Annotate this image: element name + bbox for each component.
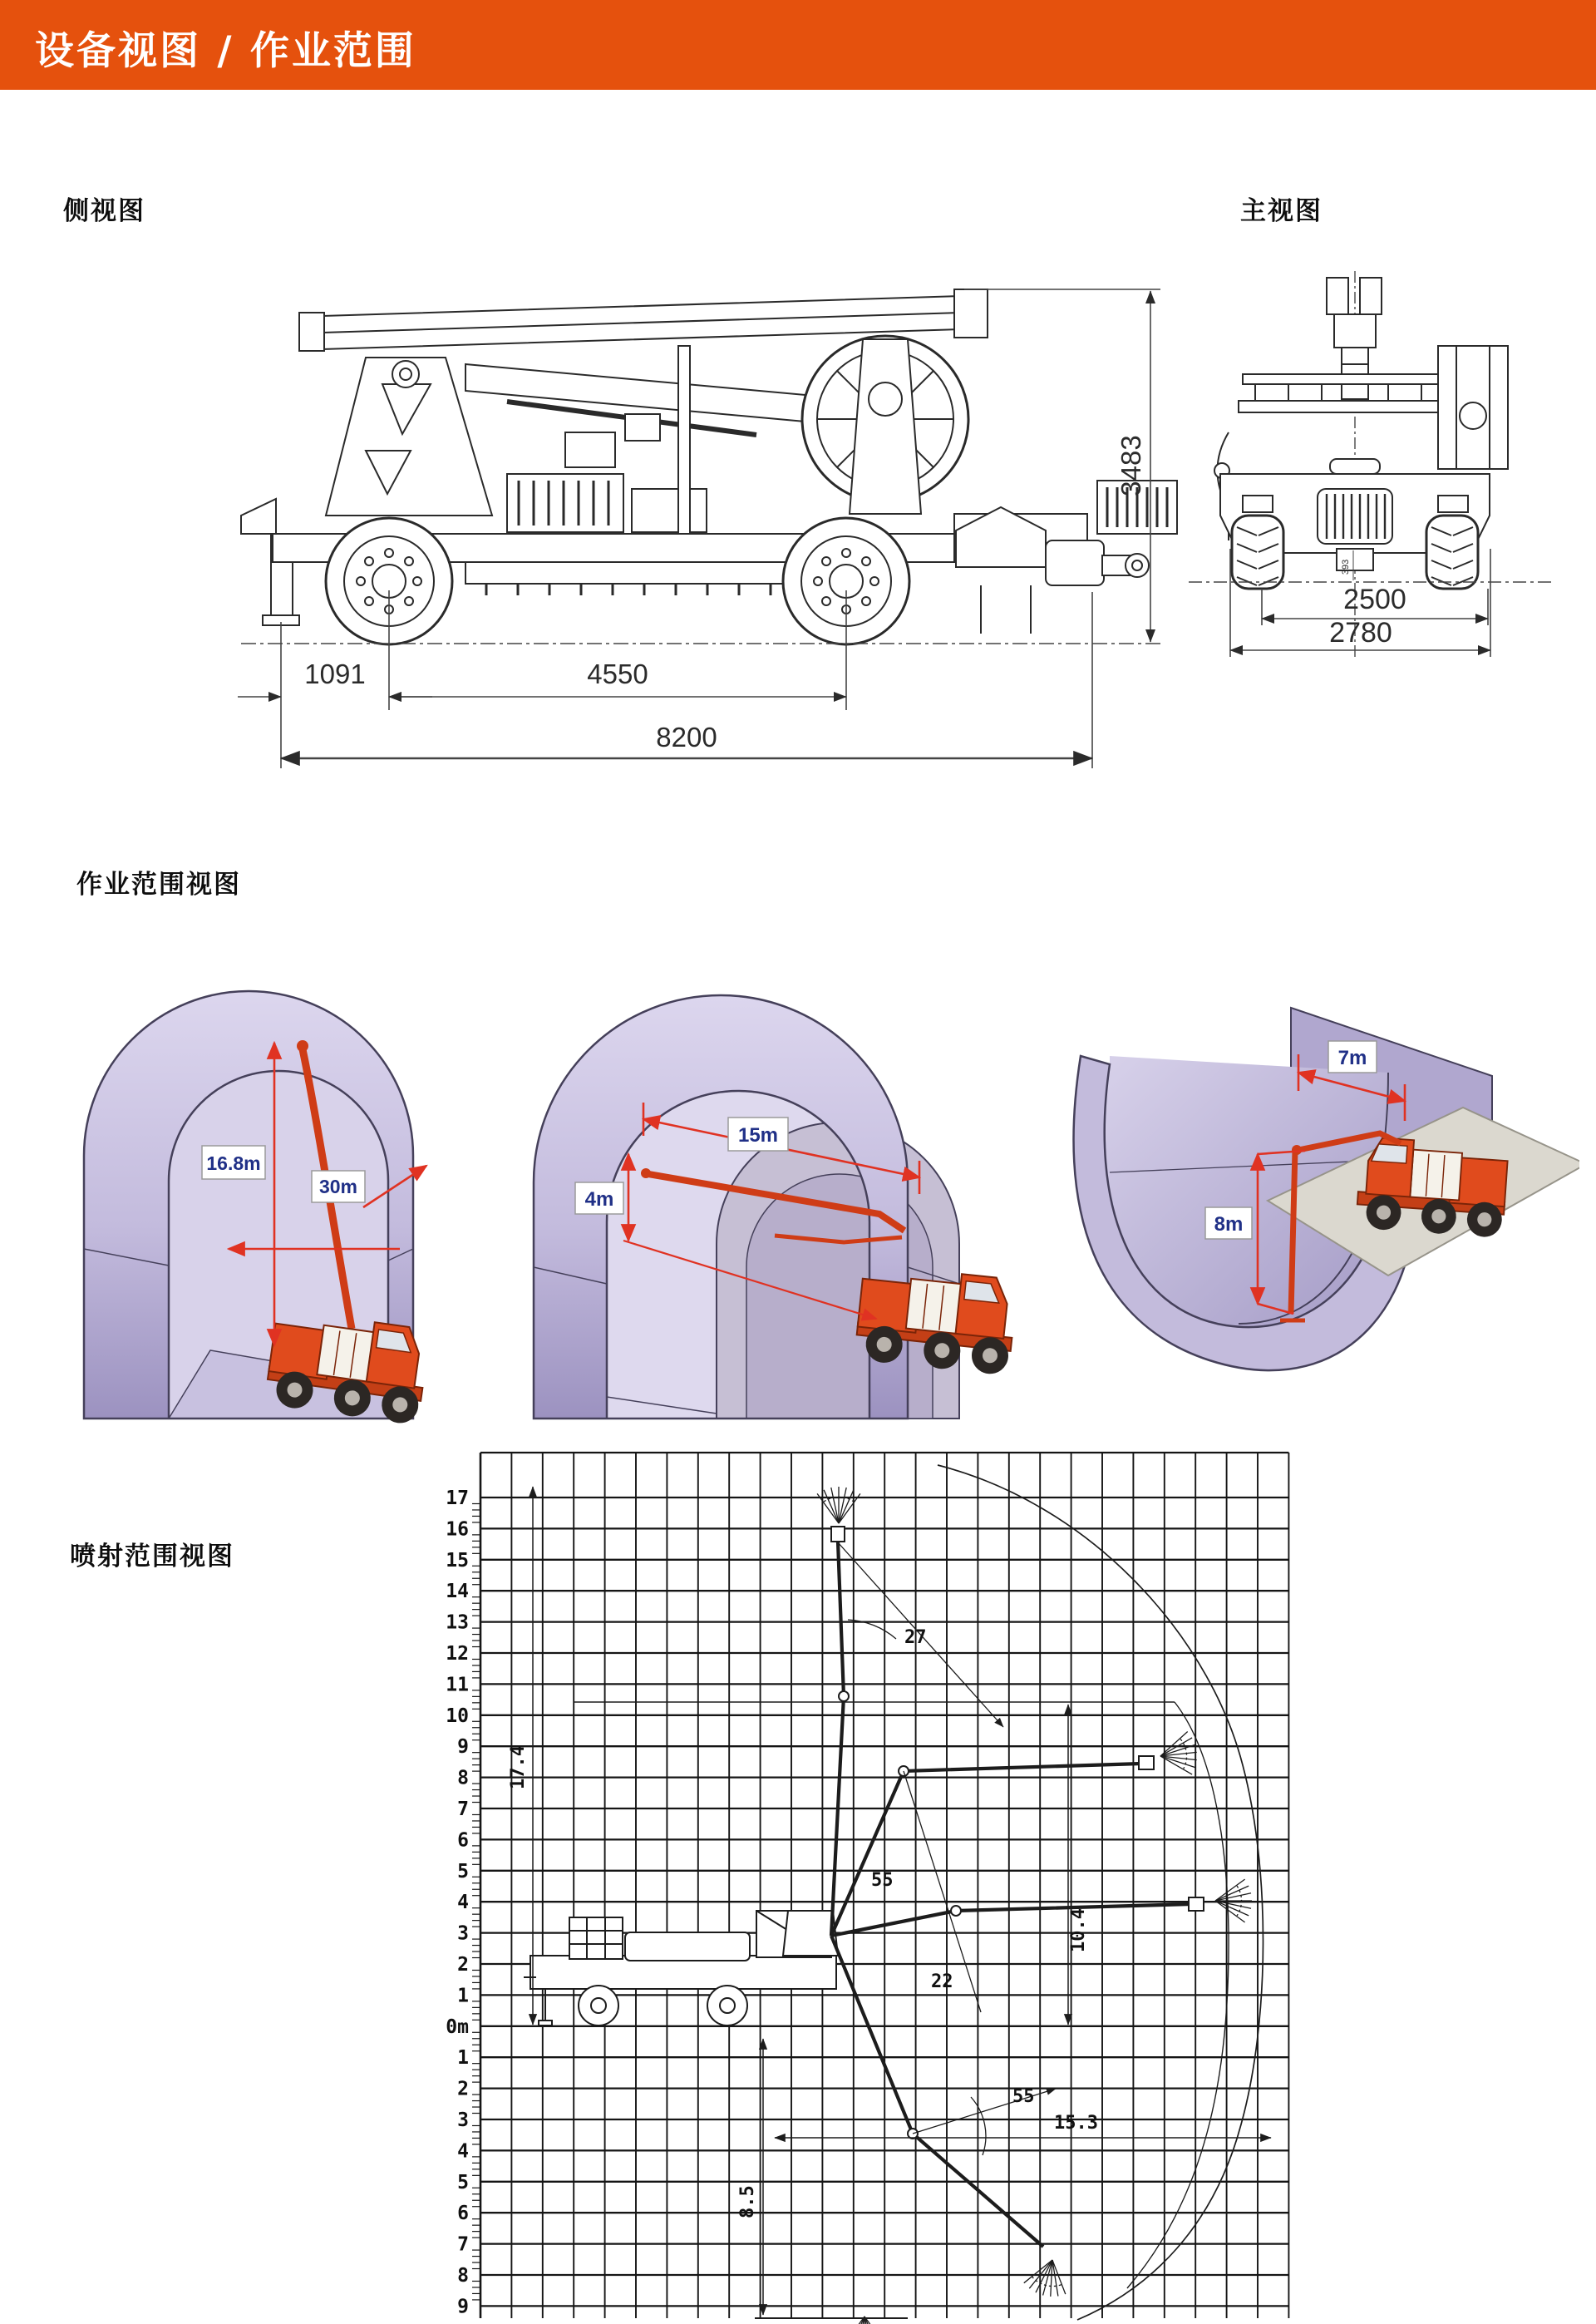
y-tick-label: 1 (457, 2047, 469, 2070)
anno-vertical-reach: 17.4 (508, 1745, 529, 1789)
y-tick-label: 16 (446, 1518, 469, 1541)
anno-upper-angle: 55 (871, 1870, 894, 1891)
anno-horizontal-reach: 15.3 (1054, 2113, 1098, 2134)
y-tick-label: 8 (457, 2265, 469, 2287)
y-tick-label: 7 (457, 2233, 469, 2256)
y-tick-label: 5 (457, 1860, 469, 1882)
y-tick-label: 6 (457, 2203, 469, 2225)
y-tick-label: 2 (457, 1954, 469, 1976)
dim-track-width: 2500 (1343, 584, 1406, 615)
dim-overall-length: 8200 (656, 722, 717, 752)
dim-overall-height: 3483 (1116, 435, 1146, 496)
y-tick-label: 0m (446, 2016, 469, 2038)
anno-lower-angle: 22 (931, 1971, 953, 1992)
tunnel2-height-label: 4m (584, 1188, 614, 1211)
boom-envelope-art (524, 1465, 1264, 2324)
anno-down-angle: 55 (1012, 2086, 1035, 2107)
dim-wheelbase: 4550 (587, 659, 648, 689)
y-tick-label: 15 (446, 1549, 469, 1572)
side-view-label: 侧视图 (63, 196, 145, 226)
y-tick-label: 12 (446, 1643, 469, 1665)
y-tick-label: 14 (446, 1581, 469, 1603)
tunnel2-reach-label: 15m (737, 1124, 779, 1147)
dim-front-overhang: 1091 (304, 659, 366, 689)
tunnel3-depth-label: 8m (1214, 1213, 1244, 1236)
page-title: 设备视图 / 作业范围 (35, 28, 416, 74)
front-view-label: 主视图 (1240, 196, 1323, 226)
tunnel1-length-label: 30m (318, 1176, 358, 1197)
dim-overall-width: 2780 (1329, 617, 1392, 649)
y-tick-label: 13 (446, 1611, 469, 1634)
page-header (0, 0, 1596, 90)
y-tick-label: 4 (457, 1892, 469, 1914)
y-tick-label: 11 (446, 1674, 469, 1696)
y-tick-label: 10 (446, 1705, 469, 1727)
dim-clearance: 393 (1341, 559, 1351, 575)
spray-range-chart (399, 1447, 1347, 2324)
y-tick-label: 4 (457, 2140, 469, 2163)
y-tick-label: 1 (457, 1985, 469, 2007)
y-tick-label: 9 (457, 1736, 469, 1759)
anno-top-angle: 27 (904, 1627, 927, 1648)
y-tick-label: 3 (457, 2109, 469, 2131)
y-tick-label: 5 (457, 2171, 469, 2193)
y-tick-label: 6 (457, 1829, 469, 1852)
anno-depth-reach: 8.5 (737, 2185, 758, 2218)
tunnel3-width-label: 7m (1337, 1047, 1367, 1069)
y-tick-label: 8 (457, 1767, 469, 1789)
y-tick-label: 17 (446, 1488, 469, 1509)
tunnel-scene-down-reach (1031, 965, 1579, 1430)
left-tire (1232, 516, 1283, 589)
y-tick-label: 3 (457, 1922, 469, 1945)
right-tire (1426, 516, 1478, 589)
tunnel-scene-horizontal-reach (524, 948, 1022, 1438)
anno-side-height: 10.4 (1068, 1908, 1089, 1952)
y-tick-label: 7 (457, 1799, 469, 1820)
spray-range-label: 喷射范围视图 (70, 1542, 234, 1572)
front-view-drawing (1164, 266, 1579, 682)
y-tick-label: 2 (457, 2078, 469, 2100)
working-range-label: 作业范围视图 (76, 870, 241, 900)
y-tick-label: 9 (457, 2296, 469, 2318)
tunnel1-height-label: 16.8m (206, 1152, 261, 1174)
tunnel-scene-vertical-reach (71, 956, 436, 1430)
chart-y-axis-labels (446, 1488, 469, 2317)
truck-side-art (241, 289, 1177, 644)
side-view-drawing (116, 266, 1197, 790)
